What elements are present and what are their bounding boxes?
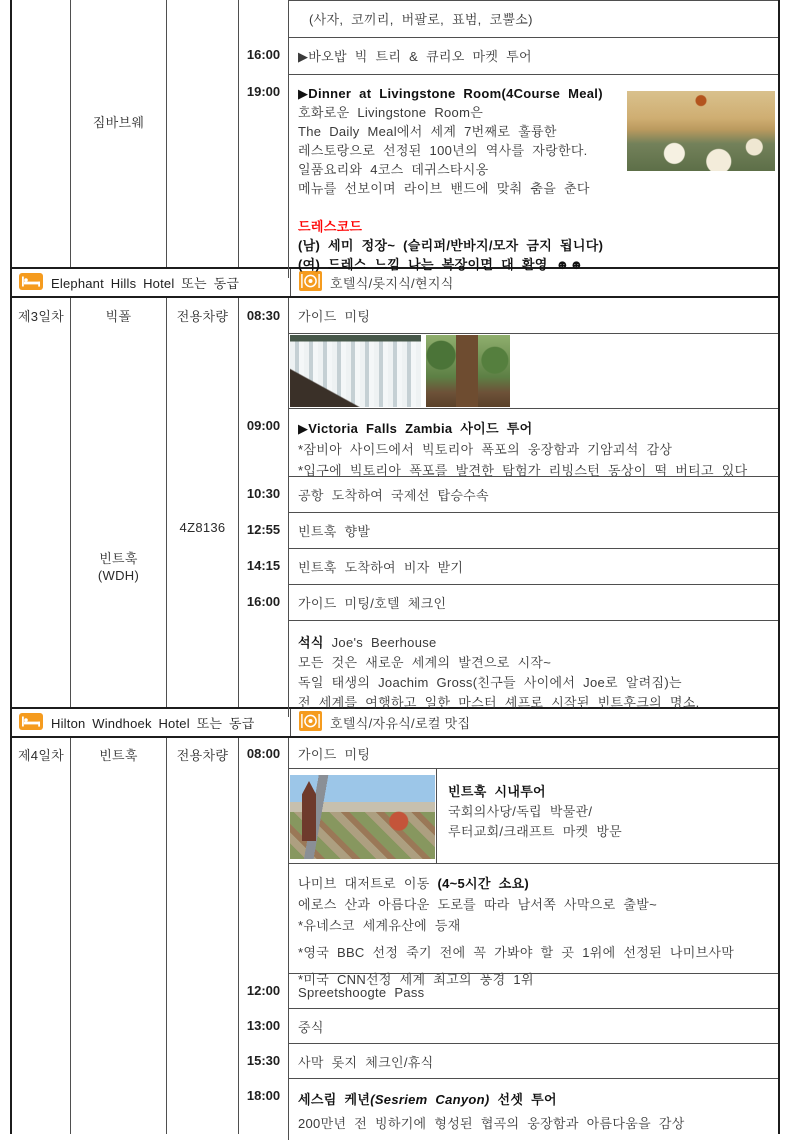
activity-text: (사자, 코끼리, 버팔로, 표범, 코뿔소) [309, 12, 533, 27]
duration-text: (4~5시간 소요) [437, 876, 530, 891]
hotel-name: Hilton Windhoek Hotel 또는 동급 [51, 716, 255, 731]
livingstone-room-restaurant-photo [627, 91, 775, 171]
activity-text: 가이드 미팅 [298, 309, 371, 324]
schedule-row [239, 620, 778, 717]
transport-cell [167, 738, 239, 1134]
location-label: 빅폴 [105, 309, 132, 324]
schedule-row [239, 74, 778, 278]
hotel-name: Elephant Hills Hotel 또는 동급 [51, 276, 240, 291]
activity-text: *잠비아 사이드에서 빅토리아 폭포의 웅장함과 기암괴석 감상 [298, 442, 673, 457]
victoria-falls-photo [290, 335, 421, 407]
time-cell: 12:55 [239, 512, 289, 548]
dresscode-text: (여) 드레스 느낌 나는 복장이면 대 환영 ☻☻ [298, 257, 584, 272]
desc-cell [289, 768, 778, 863]
desc-cell [289, 298, 778, 333]
activity-text: *입구에 빅토리아 폭포를 발견한 탐험가 리빙스턴 동상이 떡 버티고 있다 [298, 463, 748, 478]
city-tour-block [289, 769, 778, 863]
schedule-rows [239, 298, 778, 710]
activity-text: 에로스 산과 아름다운 도로를 따라 남서쪽 사막으로 출발~ [298, 897, 658, 912]
activity-text: The Daily Meal에서 세계 7번째로 훌륭한 [298, 124, 557, 139]
desc-cell [289, 620, 778, 717]
activity-title: 빈트훅 시내투어 [448, 784, 546, 799]
activity-text: 일품요리와 4코스 데귀스타시옹 [298, 162, 489, 177]
schedule-row [239, 0, 778, 37]
schedule-row [239, 408, 778, 476]
location-label: (WDH) [97, 568, 140, 583]
location-label: 빈트훅 [99, 551, 138, 566]
activity-text: 200만년 전 빙하기에 형성된 협곡의 웅장함과 아름다움을 감상 [298, 1116, 685, 1131]
activity-text: 독일 태생의 Joachim Gross(친구들 사이에서 Joe로 알려짐)는 [298, 675, 682, 690]
activity-text: *미국 CNN선정 세계 최고의 풍경 1위 [298, 972, 534, 987]
section-day3 [12, 298, 778, 738]
location-cell [71, 738, 167, 1134]
title-text: 세스림 케년 [298, 1092, 371, 1107]
section-zimbabwe [12, 0, 778, 298]
transfer-text: 나미브 대저트로 이동 [298, 876, 438, 891]
desc-cell [289, 408, 778, 476]
time-cell: 08:00 [239, 738, 289, 768]
desc-cell [289, 973, 778, 1008]
time-cell: 16:00 [239, 37, 289, 74]
activity-text [298, 873, 770, 894]
day-label: 제4일차 [17, 748, 65, 763]
activity-text: *유네스코 세계유산에 등재 [298, 918, 461, 933]
schedule-row [239, 1078, 778, 1140]
activity-text: 호화로운 Livingstone Room은 [298, 105, 484, 120]
dresscode-text: (남) 세미 정장~ (슬리퍼/반바지/모자 금지 됩니다) [298, 238, 604, 253]
desc-cell [289, 74, 778, 278]
time-cell: 15:30 [239, 1043, 289, 1078]
time-cell: 16:00 [239, 584, 289, 620]
desc-cell [289, 548, 778, 584]
activity-text: 메뉴를 선보이며 라이브 밴드에 맞춰 춤을 춘다 [298, 181, 590, 196]
location-cell [71, 298, 167, 707]
transport-label: 전용차량 [176, 748, 229, 763]
itinerary-table [10, 0, 780, 1134]
activity-title: ▶Dinner at Livingstone Room(4Course Meal) [298, 86, 603, 101]
city-tour-text [436, 769, 778, 863]
section-day3-body [12, 298, 778, 710]
schedule-row [239, 476, 778, 512]
title-italic-text: (Sesriem Canyon) [370, 1092, 490, 1107]
activity-text: ▶바오밥 빅 트리 & 큐리오 마켓 투어 [298, 49, 532, 64]
schedule-row [239, 863, 778, 987]
activity-text: *영국 BBC 선정 죽기 전에 꼭 가봐야 할 곳 1위에 선정된 나미브사막 [298, 945, 735, 960]
hotel-name-cell [12, 269, 291, 296]
activity-text: 모든 것은 새로운 세계의 발견으로 시작~ [298, 655, 552, 670]
desc-cell [289, 333, 778, 408]
activity-text: 사막 롯지 체크인/휴식 [298, 1055, 434, 1070]
desc-cell [289, 1043, 778, 1078]
desc-cell [289, 512, 778, 548]
meal-label: 석식 [298, 635, 324, 650]
desc-cell [289, 584, 778, 620]
schedule-rows [239, 738, 778, 1134]
day-cell [12, 0, 71, 267]
desc-cell [289, 1078, 778, 1140]
day-cell [12, 298, 71, 707]
schedule-row [239, 333, 778, 408]
desc-cell [289, 1008, 778, 1043]
activity-text: 가이드 미팅 [298, 747, 371, 762]
schedule-row [239, 584, 778, 620]
desc-cell [289, 476, 778, 512]
location-cell [71, 0, 167, 267]
schedule-row [239, 1008, 778, 1043]
time-cell: 13:00 [239, 1008, 289, 1043]
day-label: 제3일차 [17, 309, 65, 324]
location-label: 짐바브웨 [92, 115, 145, 130]
activity-title [298, 1088, 770, 1112]
schedule-rows [239, 0, 778, 272]
desc-cell [289, 0, 778, 37]
photo-strip [289, 334, 778, 407]
time-cell: 09:00 [239, 408, 289, 476]
time-cell: 14:15 [239, 548, 289, 584]
time-cell [239, 768, 289, 863]
flight-number: 4Z8136 [179, 520, 226, 535]
activity-text: Spreetshoogte Pass [298, 985, 425, 1000]
activity-text: 전 세계를 여행하고 일한 마스터 셰프로 시작된 빈트후크의 명소. [298, 695, 700, 710]
activity-text: 국회의사당/독립 박물관/ [448, 804, 593, 819]
meals-text: 호텔식/롯지식/현지식 [330, 276, 454, 291]
activity-text: 중식 [298, 1020, 324, 1035]
time-cell: 19:00 [239, 74, 289, 278]
schedule-row [239, 768, 778, 863]
time-cell [239, 333, 289, 408]
location-label: 빈트훅 [99, 748, 138, 763]
venue-name: Joe's Beerhouse [323, 635, 437, 650]
desc-cell [289, 738, 778, 768]
time-cell: 12:00 [239, 973, 289, 1008]
schedule-row [239, 298, 778, 333]
desc-cell [289, 37, 778, 74]
transport-label: 전용차량 [176, 309, 229, 324]
activity-text: 가이드 미팅/호텔 체크인 [298, 596, 447, 611]
time-cell [239, 0, 289, 37]
activity-text: 빈트훅 향발 [298, 524, 371, 539]
bed-icon [19, 273, 43, 293]
activity-text: 빈트훅 도착하여 비자 받기 [298, 560, 464, 575]
day-cell [12, 738, 71, 1134]
schedule-row [239, 738, 778, 768]
section-zimbabwe-body [12, 0, 778, 272]
activity-text: 루터교회/크래프트 마켓 방문 [448, 824, 623, 839]
schedule-row [239, 1043, 778, 1078]
activity-text: 레스토랑으로 선정된 100년의 역사를 자랑한다. [298, 143, 588, 158]
section-day4-body [12, 738, 778, 1134]
schedule-row [239, 548, 778, 584]
dresscode-title: 드레스코드 [298, 219, 363, 234]
time-cell: 08:30 [239, 298, 289, 333]
time-cell: 18:00 [239, 1078, 289, 1140]
time-cell: 10:30 [239, 476, 289, 512]
schedule-row [239, 37, 778, 74]
schedule-row [239, 973, 778, 1008]
activity-title: ▶Victoria Falls Zambia 사이드 투어 [298, 421, 533, 436]
photo-wrap [289, 769, 436, 863]
time-cell [239, 863, 289, 973]
activity-text: 공항 도착하여 국제선 탑승수속 [298, 488, 489, 503]
desc-cell [289, 863, 778, 987]
hotel-name-cell [12, 709, 291, 736]
windhoek-city-photo [290, 775, 435, 859]
transport-cell [167, 298, 239, 707]
schedule-row [239, 512, 778, 548]
livingstone-statue-photo [426, 335, 510, 407]
spacer [298, 198, 770, 217]
bed-icon [19, 713, 43, 733]
activity-title [298, 633, 770, 653]
meals-text: 호텔식/자유식/로컬 맛집 [330, 716, 471, 731]
title-text: 선셋 투어 [489, 1092, 557, 1107]
time-cell [239, 620, 289, 717]
transport-cell [167, 0, 239, 267]
section-day4 [12, 738, 778, 1134]
